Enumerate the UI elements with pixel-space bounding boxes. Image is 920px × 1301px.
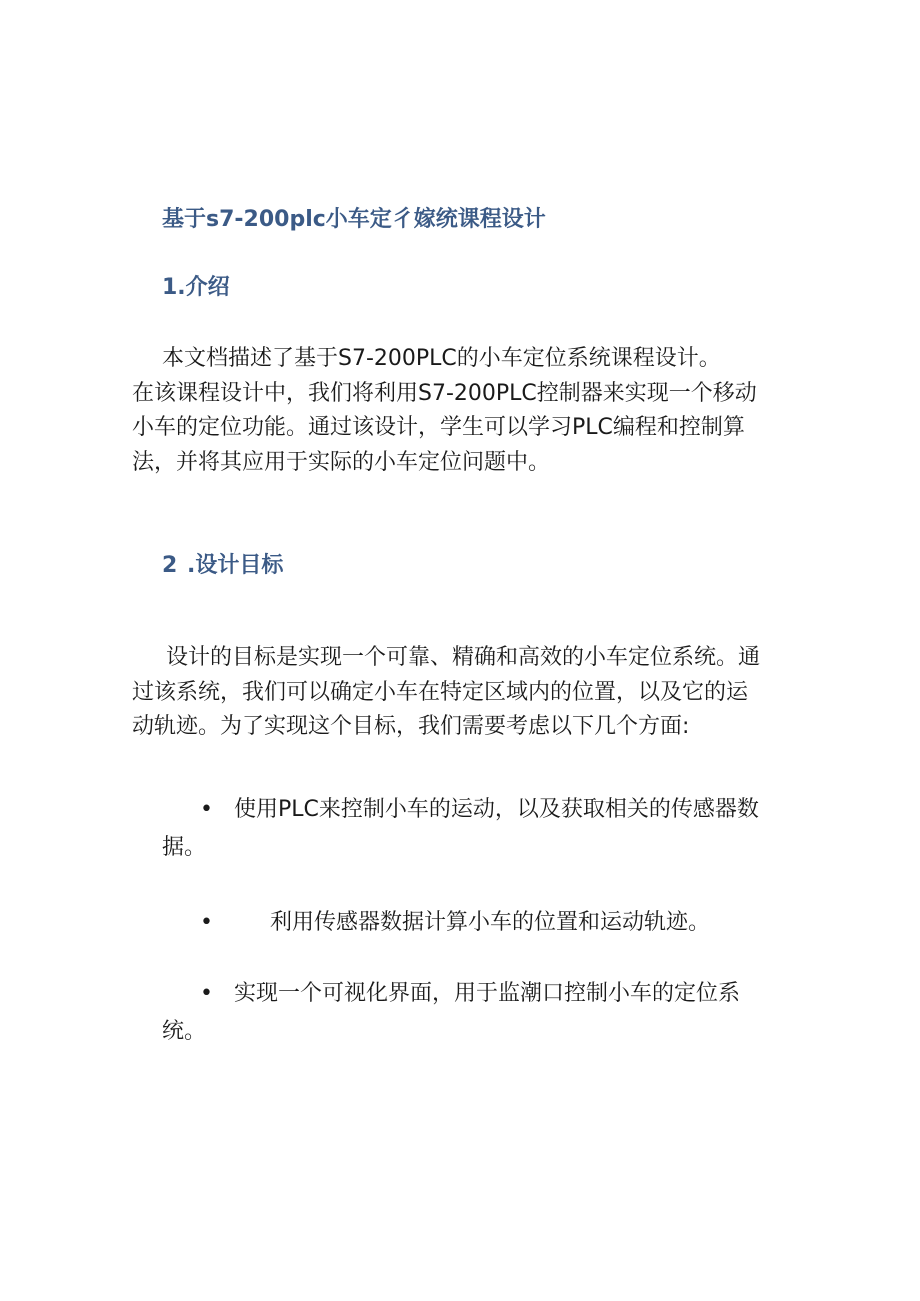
paragraph-line: 本文档描述了基于S7-200PLC的小车定位系统课程设计。 (162, 346, 721, 371)
list-item (132, 791, 812, 867)
bullet-icon: • (200, 797, 213, 822)
section-number: 2 (162, 553, 178, 578)
paragraph-line: 在该课程设计中，我们将利用S7-200PLC控制器来实现一个移动 (132, 380, 757, 406)
list-item-line: 实现一个可视化界面，用于监潮口控制小车的定位系 (234, 981, 741, 1006)
bullet-icon: • (200, 910, 213, 935)
section-heading-goals (162, 551, 283, 581)
bullet-icon: • (200, 981, 213, 1006)
paragraph-line: 小车的定位功能。通过该设计，学生可以学习PLC编程和控制算 (132, 415, 745, 440)
list-item (132, 975, 812, 1051)
intro-paragraph (132, 342, 802, 480)
section-heading-text: .设计目标 (187, 553, 284, 578)
paragraph-line: 动轨迹。为了实现这个目标，我们需要考虑以下几个方面: (132, 714, 690, 739)
document-title: 基于s7-200plc小车定彳嫁统课程设计 (162, 207, 546, 232)
list-item (132, 904, 812, 942)
list-item-line: 统。 (162, 1019, 207, 1044)
section-heading-intro: 1.介绍 (162, 275, 230, 300)
list-item-line: 利用传感器数据计算小车的位置和运动轨迹。 (270, 910, 711, 935)
list-item-line: 据。 (162, 835, 207, 860)
paragraph-line: 设计的目标是实现一个可靠、精确和高效的小车定位系统。通 (166, 645, 761, 670)
list-item-line: 使用PLC来控制小车的运动，以及获取相关的传感器数 (234, 797, 759, 822)
paragraph-line: 法，并将其应用于实际的小车定位问题中。 (132, 449, 551, 475)
goals-paragraph (132, 641, 802, 745)
paragraph-line: 过该系统，我们可以确定小车在特定区域内的位置，以及它的运 (132, 679, 749, 705)
